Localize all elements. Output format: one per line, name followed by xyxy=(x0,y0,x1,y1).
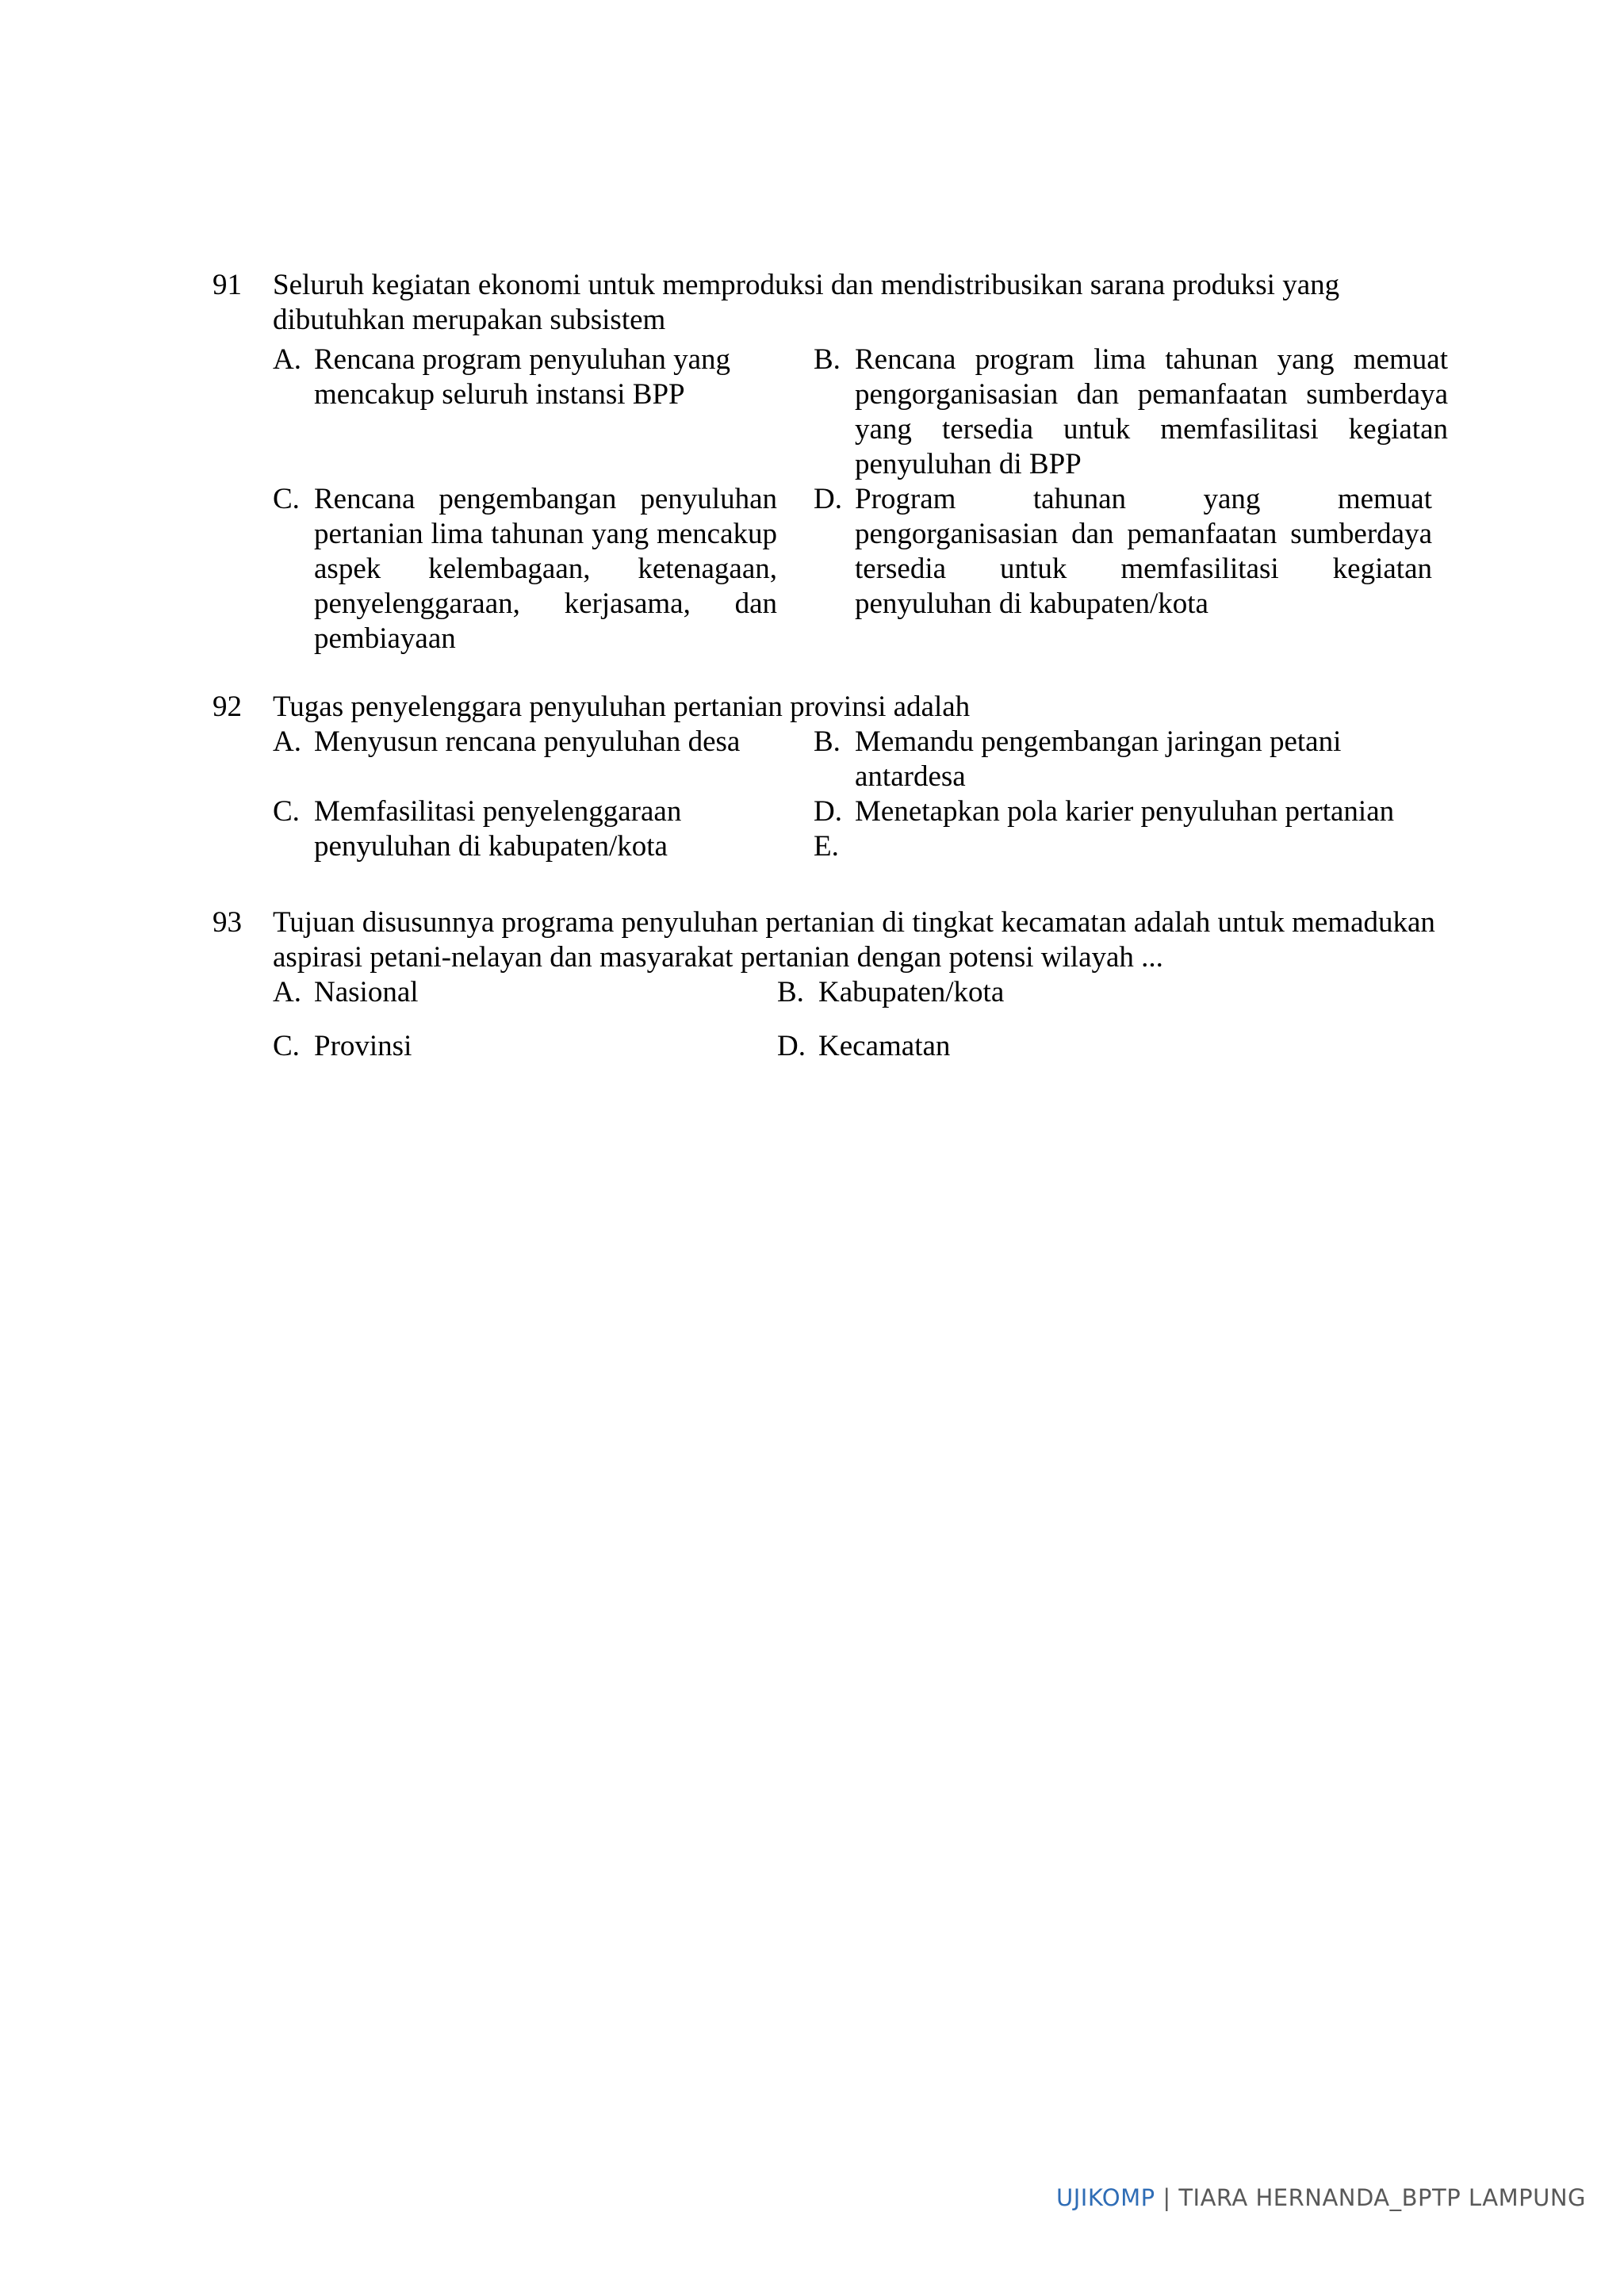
page-footer xyxy=(1056,2180,1586,2215)
option-letter: D. xyxy=(814,795,842,828)
footer-author: TIARA HERNANDA_BPTP LAMPUNG xyxy=(1178,2184,1586,2211)
question-number: 91 xyxy=(213,269,242,301)
option-b xyxy=(814,342,1448,482)
option-text: Program tahunan yang memuat pengorganisasian dan pemanfaatan sumberdaya tersedia untuk memfasilitasi kegiatan penyuluhan di kabupaten/kota xyxy=(855,483,1432,620)
question-number: 92 xyxy=(213,691,242,723)
option-b xyxy=(814,725,1385,794)
option-d xyxy=(814,794,1448,829)
option-letter: B. xyxy=(777,976,804,1008)
option-text: Rencana program penyuluhan yang mencakup seluruh instansi BPP xyxy=(314,343,731,411)
option-text: Nasional xyxy=(314,976,419,1008)
question-91 xyxy=(213,268,1450,655)
option-a xyxy=(273,975,669,1010)
option-d xyxy=(777,1029,1174,1064)
option-letter: C. xyxy=(273,1030,300,1062)
option-d xyxy=(814,482,1432,622)
question-number: 93 xyxy=(213,906,242,939)
option-text: Kecamatan xyxy=(818,1030,951,1062)
option-text: Memfasilitasi penyelenggaraan penyuluhan di kabupaten/kota xyxy=(314,795,682,863)
option-c xyxy=(273,1029,669,1064)
option-text: Memandu pengembangan jaringan petani antardesa xyxy=(855,725,1342,793)
option-b xyxy=(777,975,1174,1010)
option-text: Rencana program lima tahunan yang memuat pengorganisasian dan pemanfaatan sumberdaya yang tersedia untuk memfasilitasi kegiatan penyuluhan di BPP xyxy=(855,343,1448,480)
option-text: Kabupaten/kota xyxy=(818,976,1005,1008)
option-c xyxy=(273,794,717,864)
footer-separator: | xyxy=(1162,2184,1171,2211)
footer-brand: UJIKOMP xyxy=(1056,2184,1155,2211)
option-text: Menyusun rencana penyuluhan desa xyxy=(314,725,741,758)
question-text: Tugas penyelenggara penyuluhan pertanian provinsi adalah xyxy=(273,691,971,723)
option-letter: B. xyxy=(814,343,841,376)
option-letter: A. xyxy=(273,343,301,376)
option-text: Rencana pengembangan penyuluhan pertanian lima tahunan yang mencakup aspek kelembagaan, ketenagaan, penyelenggaraan, kerjasama, dan pembiayaan xyxy=(314,483,777,655)
option-text: Provinsi xyxy=(314,1030,412,1062)
question-93 xyxy=(213,905,1450,1062)
option-letter: D. xyxy=(777,1030,806,1062)
option-letter: E. xyxy=(814,830,839,863)
option-letter: A. xyxy=(273,976,301,1008)
option-letter: C. xyxy=(273,483,300,515)
option-text: Menetapkan pola karier penyuluhan pertanian xyxy=(855,795,1395,828)
option-a xyxy=(273,725,764,760)
option-letter: A. xyxy=(273,725,301,758)
question-text: Tujuan disusunnya programa penyuluhan pertanian di tingkat kecamatan adalah untuk memadukan aspirasi petani-nelayan dan masyarakat pertanian dengan potensi wilayah ... xyxy=(273,906,1435,974)
option-letter: D. xyxy=(814,483,842,515)
option-c xyxy=(273,482,777,656)
question-92 xyxy=(213,690,1450,863)
question-text: Seluruh kegiatan ekonomi untuk memproduksi dan mendistribusikan sarana produksi yang dibutuhkan merupakan subsistem xyxy=(273,269,1340,336)
option-letter: C. xyxy=(273,795,300,828)
option-letter: B. xyxy=(814,725,841,758)
option-a xyxy=(273,342,749,412)
